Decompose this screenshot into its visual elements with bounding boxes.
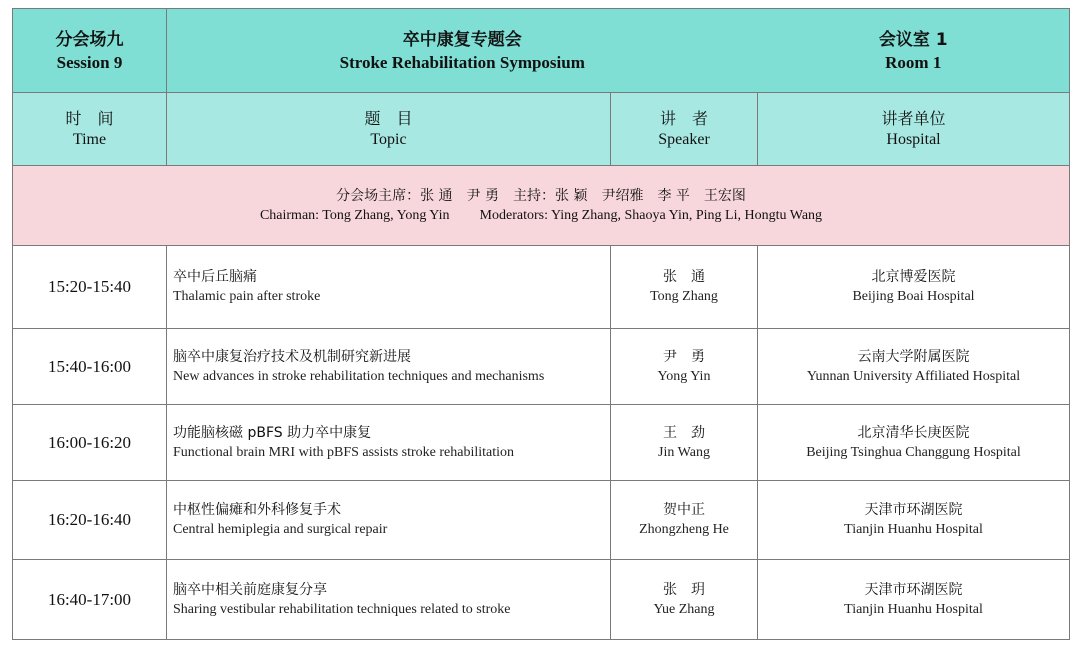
column-header-row xyxy=(13,93,1070,166)
schedule-table xyxy=(12,8,1070,640)
hospital-header xyxy=(758,93,1070,166)
time-cell: 15:20-15:40 xyxy=(13,246,167,329)
speaker-zh: 张 通 xyxy=(663,269,705,285)
topic-zh: 功能脑核磁 pBFS 助力卒中康复 xyxy=(173,424,372,441)
topic-zh: 脑卒中相关前庭康复分享 xyxy=(173,581,327,598)
hospital-zh: 北京博爱医院 xyxy=(871,269,956,285)
hospital-cell xyxy=(758,329,1070,405)
speaker-en: Yue Zhang xyxy=(653,601,715,617)
speaker-cell xyxy=(611,246,758,329)
time-header-en: Time xyxy=(72,131,107,148)
chair-en xyxy=(13,206,1069,226)
chairman-en: Chairman: Tong Zhang, Yong Yin xyxy=(259,207,450,223)
hospital-en: Tianjin Huanhu Hospital xyxy=(844,601,983,617)
topic-cell xyxy=(167,405,611,481)
hospital-zh: 北京清华长庚医院 xyxy=(857,424,970,441)
session-zh: 分会场九 xyxy=(55,29,124,50)
speaker-en: Tong Zhang xyxy=(650,289,718,304)
topic-en: New advances in stroke rehabilitation techniques and mechanisms xyxy=(173,368,545,384)
hospital-cell xyxy=(758,560,1070,640)
topic-cell xyxy=(167,560,611,640)
speaker-cell xyxy=(611,560,758,640)
hospital-cell xyxy=(758,481,1070,560)
hospital-cell xyxy=(758,246,1070,329)
speaker-en: Jin Wang xyxy=(658,444,710,460)
speaker-zh: 张 玥 xyxy=(663,581,705,598)
speaker-header-zh: 讲 者 xyxy=(659,109,708,128)
hospital-zh: 天津市环湖医院 xyxy=(864,581,963,598)
table-row xyxy=(13,405,1070,481)
topic-header xyxy=(167,93,611,166)
speaker-cell xyxy=(611,481,758,560)
session-en: Session 9 xyxy=(56,52,123,72)
topic-zh: 脑卒中康复治疗技术及机制研究新进展 xyxy=(173,348,411,365)
moderators-en: Moderators: Ying Zhang, Shaoya Yin, Ping Li, Hongtu Wang xyxy=(479,207,823,223)
room-cell xyxy=(758,9,1070,93)
hospital-zh: 天津市环湖医院 xyxy=(864,502,963,518)
chair-row xyxy=(13,166,1070,246)
speaker-cell xyxy=(611,405,758,481)
hospital-header-en: Hospital xyxy=(886,131,941,148)
table-row xyxy=(13,560,1070,640)
speaker-zh: 尹 勇 xyxy=(663,348,705,365)
topic-en: Thalamic pain after stroke xyxy=(173,289,321,304)
hospital-en: Yunnan University Affiliated Hospital xyxy=(806,368,1021,384)
topic-en: Functional brain MRI with pBFS assists stroke rehabilitation xyxy=(173,444,515,460)
hospital-en: Tianjin Huanhu Hospital xyxy=(844,522,983,537)
title-cell xyxy=(167,9,758,93)
hospital-header-zh: 讲者单位 xyxy=(881,109,946,128)
speaker-header xyxy=(611,93,758,166)
hospital-en: Beijing Tsinghua Changgung Hospital xyxy=(806,444,1021,460)
topic-cell xyxy=(167,246,611,329)
speaker-en: Yong Yin xyxy=(657,368,711,384)
speaker-zh: 王 劲 xyxy=(663,424,705,441)
title-en: Stroke Rehabilitation Symposium xyxy=(339,52,585,72)
session-header-row xyxy=(13,9,1070,93)
time-header-zh: 时 间 xyxy=(65,109,114,128)
hospital-en: Beijing Boai Hospital xyxy=(852,289,975,304)
time-cell: 16:20-16:40 xyxy=(13,481,167,560)
room-zh: 会议室 1 xyxy=(878,29,948,50)
time-cell: 16:00-16:20 xyxy=(13,405,167,481)
session-cell xyxy=(13,9,167,93)
topic-zh: 中枢性偏瘫和外科修复手术 xyxy=(173,502,341,518)
table-row xyxy=(13,246,1070,329)
speaker-cell xyxy=(611,329,758,405)
topic-cell xyxy=(167,481,611,560)
speaker-zh: 贺中正 xyxy=(663,502,705,518)
topic-en: Sharing vestibular rehabilitation techniques related to stroke xyxy=(173,601,511,617)
title-zh: 卒中康复专题会 xyxy=(402,29,522,50)
hospital-cell xyxy=(758,405,1070,481)
schedule-sheet xyxy=(12,8,1069,642)
topic-en: Central hemiplegia and surgical repair xyxy=(173,522,388,537)
table-row xyxy=(13,481,1070,560)
speaker-en: Zhongzheng He xyxy=(639,522,729,537)
chair-cell xyxy=(13,166,1070,246)
topic-zh: 卒中后丘脑痛 xyxy=(173,269,257,285)
hospital-zh: 云南大学附属医院 xyxy=(857,348,970,365)
topic-cell xyxy=(167,329,611,405)
time-header xyxy=(13,93,167,166)
speaker-header-en: Speaker xyxy=(658,131,710,148)
room-en: Room 1 xyxy=(885,52,942,72)
time-cell: 16:40-17:00 xyxy=(13,560,167,640)
chair-zh: 分会场主席：张 通 尹 勇 主持：张 颖 尹绍雅 李 平 王宏图 xyxy=(336,187,746,204)
table-row xyxy=(13,329,1070,405)
topic-header-zh: 题 目 xyxy=(364,109,413,128)
topic-header-en: Topic xyxy=(370,131,407,148)
time-cell: 15:40-16:00 xyxy=(13,329,167,405)
